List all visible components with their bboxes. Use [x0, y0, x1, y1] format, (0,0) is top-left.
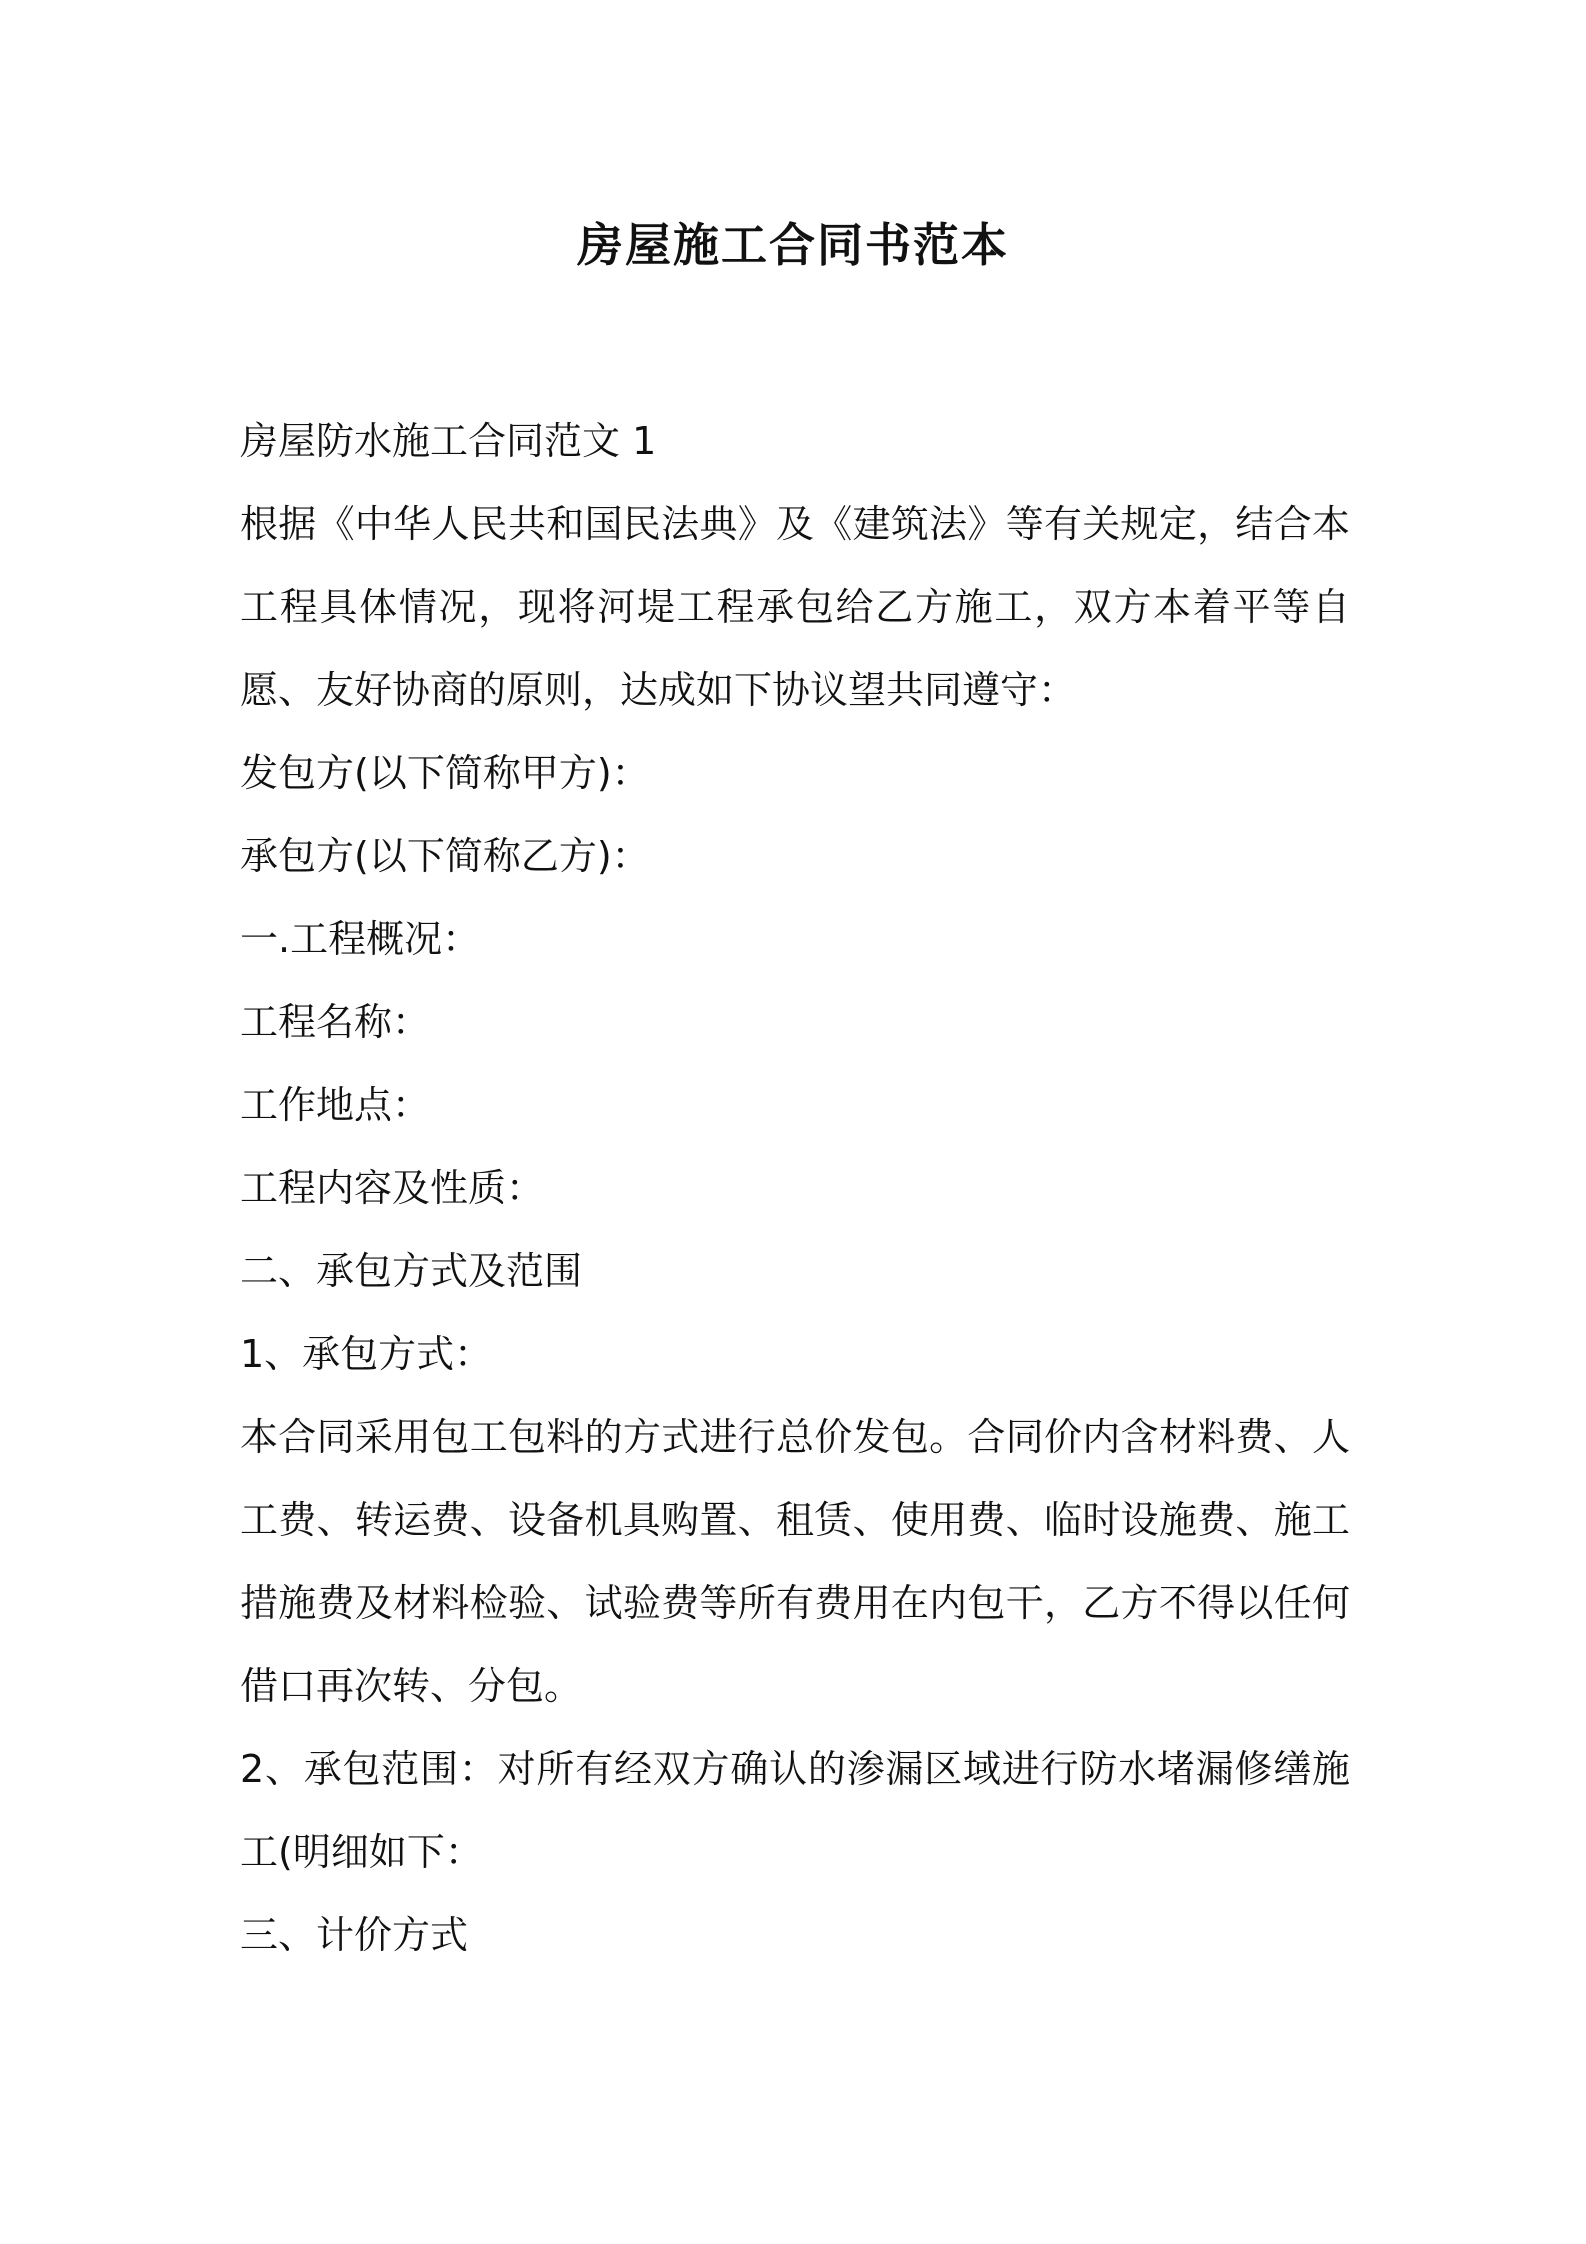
- project-overview-heading: 一.工程概况：: [240, 917, 481, 961]
- intro-paragraph: 根据《中华人民共和国民法典》及《建筑法》等有关规定，结合本工程具体情况，现将河堤工程承包给乙方施工，双方本着平等自愿、友好协商的原则，达成如下协议望共同遵守：: [240, 502, 1350, 712]
- contract-method-line: 1、承包方式：: [240, 1332, 493, 1376]
- project-name-line: 工程名称：: [240, 1000, 431, 1044]
- pricing-method-heading: 三、计价方式: [240, 1913, 469, 1957]
- project-content-line: 工程内容及性质：: [240, 1166, 545, 1210]
- contract-scope-heading: 二、承包方式及范围: [240, 1249, 583, 1293]
- contract-scope-paragraph: 2、承包范围：对所有经双方确认的渗漏区域进行防水堵漏修缮施工(明细如下：: [240, 1747, 1350, 1874]
- document-body: [240, 400, 1350, 1977]
- work-location-line: 工作地点：: [240, 1083, 431, 1127]
- party-b-line: 承包方(以下简称乙方)：: [240, 834, 650, 878]
- section-heading: 房屋防水施工合同范文 1: [240, 419, 657, 463]
- contract-method-paragraph: 本合同采用包工包料的方式进行总价发包。合同价内含材料费、人工费、转运费、设备机具购置、租赁、使用费、临时设施费、施工措施费及材料检验、试验费等所有费用在内包干，乙方不得以任何借口再次转、分包。: [240, 1415, 1350, 1708]
- document-title: 房屋施工合同书范本: [577, 218, 1009, 272]
- party-a-line: 发包方(以下简称甲方)：: [240, 751, 650, 795]
